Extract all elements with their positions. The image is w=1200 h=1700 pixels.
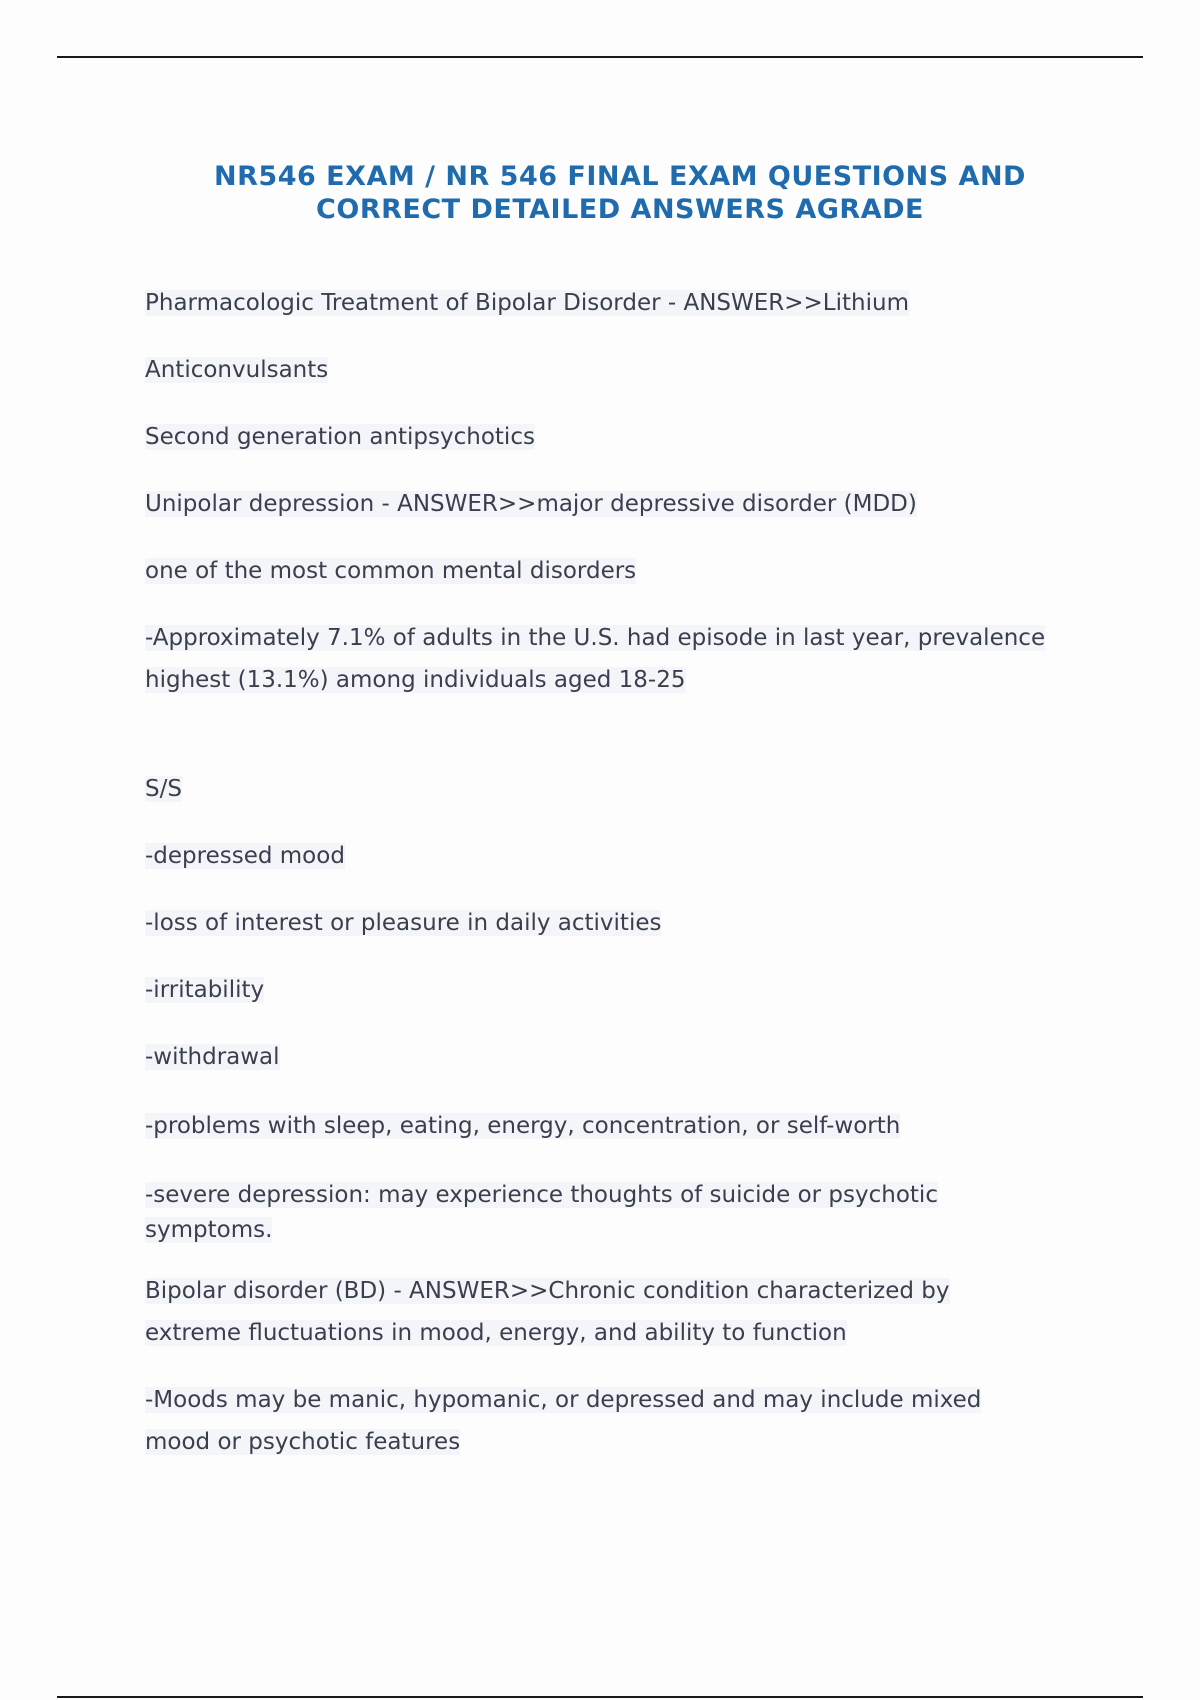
body-line-text: -irritability: [145, 977, 265, 1003]
document-title: [100, 160, 1140, 226]
top-rule: [57, 56, 1143, 58]
body-line: [145, 1421, 1115, 1463]
body-line-text: mood or psychotic features: [145, 1429, 461, 1455]
body-line-text: one of the most common mental disorders: [145, 558, 637, 584]
body-line: [145, 550, 1115, 592]
body-line: [145, 902, 1115, 944]
body-line-text: highest (13.1%) among individuals aged 18-25: [145, 667, 686, 693]
body-line: [145, 1105, 1115, 1147]
body-line: [145, 349, 1115, 391]
body-line: [145, 969, 1115, 1011]
body-line-text: -depressed mood: [145, 843, 345, 869]
body-line-text: Unipolar depression - ANSWER>>major depressive disorder (MDD): [145, 491, 917, 517]
body-line-text: -problems with sleep, eating, energy, concentration, or self-worth: [145, 1113, 901, 1139]
body-line: [145, 659, 1115, 701]
title-line-2: CORRECT DETAILED ANSWERS AGRADE: [316, 194, 924, 225]
body-line-text: -severe depression: may experience thoughts of suicide or psychotic: [145, 1182, 938, 1208]
body-line: [145, 1036, 1115, 1078]
body-line-text: -withdrawal: [145, 1044, 280, 1070]
body-line-text: Anticonvulsants: [145, 357, 329, 383]
bottom-rule: [57, 1696, 1143, 1698]
body-line: [145, 1379, 1115, 1421]
body-line: [145, 282, 1115, 324]
body-line-text: -Moods may be manic, hypomanic, or depressed and may include mixed: [145, 1387, 982, 1413]
body-line: [145, 1270, 1115, 1312]
body-line: [145, 416, 1115, 458]
body-line-text: -loss of interest or pleasure in daily activities: [145, 910, 662, 936]
body-line-text: Pharmacologic Treatment of Bipolar Disorder - ANSWER>>Lithium: [145, 290, 909, 316]
body-line-text: S/S: [145, 776, 182, 802]
body-line: [145, 483, 1115, 525]
body-line: [145, 1174, 1115, 1216]
body-line-text: Bipolar disorder (BD) - ANSWER>>Chronic condition characterized by: [145, 1278, 950, 1304]
title-line-1: NR546 EXAM / NR 546 FINAL EXAM QUESTIONS AND: [214, 161, 1026, 192]
body-line: [145, 768, 1115, 810]
body-line-text: symptoms.: [145, 1217, 273, 1243]
body-line-text: -Approximately 7.1% of adults in the U.S. had episode in last year, prevalence: [145, 625, 1046, 651]
body-line-text: Second generation antipsychotics: [145, 424, 535, 450]
body-line: [145, 835, 1115, 877]
body-line-text: extreme fluctuations in mood, energy, and ability to function: [145, 1320, 847, 1346]
body-line: [145, 617, 1115, 659]
document-body: [145, 282, 1115, 1463]
body-line: [145, 1216, 1115, 1245]
body-line: [145, 1312, 1115, 1354]
